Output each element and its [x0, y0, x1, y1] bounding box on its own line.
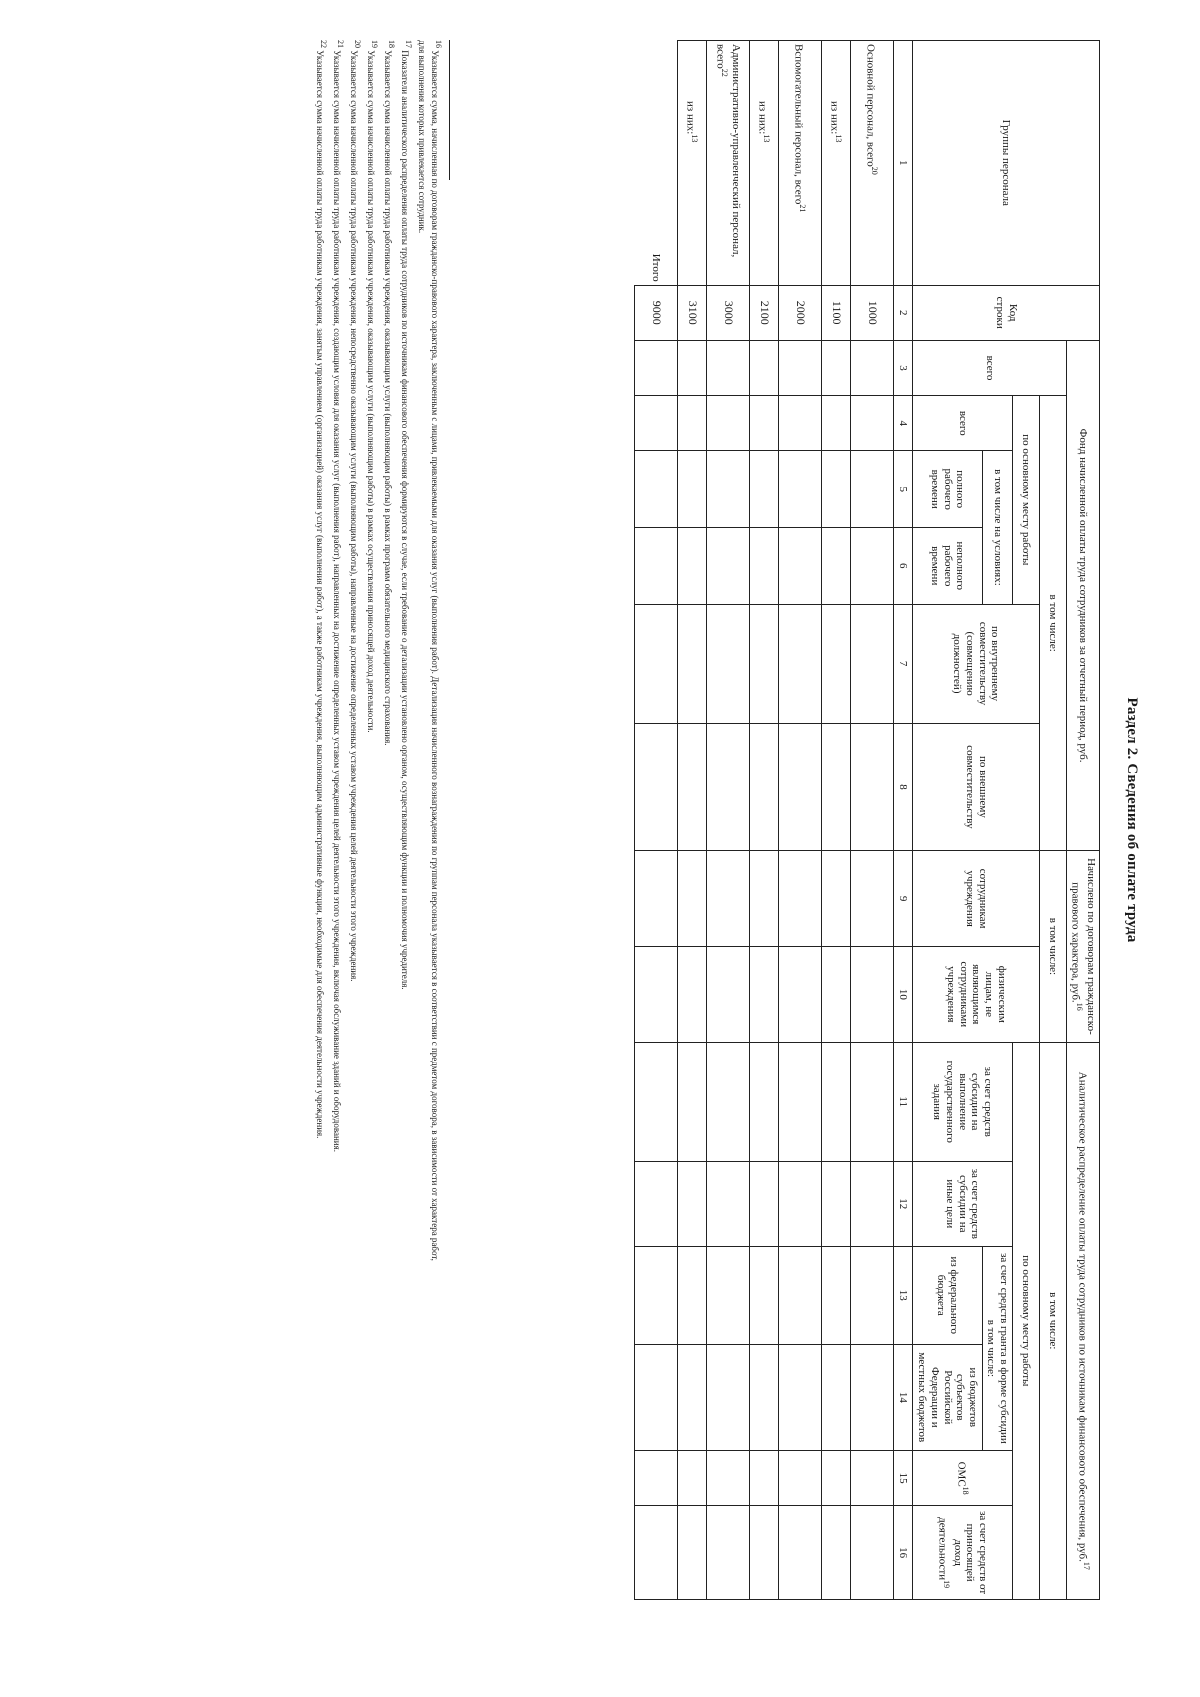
value-cell[interactable] [634, 723, 677, 851]
value-cell[interactable] [821, 1042, 850, 1161]
value-cell[interactable] [850, 1161, 893, 1246]
header-income [912, 1506, 1012, 1600]
header-main-place: по основному месту работы [1013, 396, 1040, 604]
footnote-text: Указывается сумма начисленной оплаты труда работникам учреждения, создающим условия для оказания услуг (выполнения работ), направленных на достижение определенных уставом учреждения целей деятельности этого учреждения, включая обслуживание зданий и оборудования. [332, 50, 342, 1152]
header-external: по внешнему совместительству [912, 723, 1039, 851]
header-part-time: неполного рабочего времени [912, 527, 982, 604]
header-internal: по внутреннему совместительству (совмещению должностей) [912, 604, 1039, 723]
row-label: Основной персонал, всего$^{20}$ [850, 41, 893, 286]
header-code: Код строки [912, 285, 1099, 340]
footnote [330, 40, 347, 1600]
header-regional: из бюджетов субъектов Российской Федерации и местных бюджетов [912, 1344, 982, 1450]
value-cell[interactable] [821, 1450, 850, 1505]
value-cell[interactable] [749, 723, 778, 851]
section-title: Раздел 2. Сведения об оплате труда [1124, 697, 1140, 943]
column-number: 7 [893, 604, 912, 723]
value-cell[interactable] [749, 451, 778, 528]
header-grant-incl: в том числе: [985, 1319, 998, 1378]
value-cell[interactable] [778, 396, 821, 451]
row-label: из них:$^{13}$ [749, 41, 778, 286]
header-oms [912, 1450, 1012, 1505]
value-cell[interactable] [677, 527, 706, 604]
footnote-ref: 13 [690, 134, 700, 143]
value-cell[interactable] [749, 340, 778, 395]
value-cell[interactable] [677, 1042, 706, 1161]
value-cell[interactable] [706, 527, 749, 604]
footnote-text: Указывается сумма, начисленная по договорам гражданско-правового характера, заключенным с лицами, привлекаемыми для оказания услуг (выполнения работ). Детализация начисленного вознаграждения по группам персонала указывается в соответствии с предметом договора, в зависимости от характера работ, [430, 50, 440, 1261]
row-code: 9000 [634, 285, 677, 340]
footnote-number: 20 [353, 40, 362, 48]
value-cell[interactable] [850, 527, 893, 604]
table-row [850, 41, 893, 1600]
value-cell[interactable] [821, 1161, 850, 1246]
value-cell[interactable] [821, 851, 850, 947]
column-number: 1 [893, 41, 912, 286]
row-label: Административно-управленческий персонал, всего$^{22}$ [706, 41, 749, 286]
header-incl: в том числе: [1040, 396, 1067, 851]
value-cell[interactable] [821, 451, 850, 528]
row-code: 2100 [749, 285, 778, 340]
header-income-text: за счет средств от приносящей доход деятельности [936, 1511, 990, 1595]
footnote-text: Указывается сумма начисленной оплаты труда работникам учреждения, оказывающим услуги (выполняющим работы) в рамках программ обязательного медицинского страхования. [383, 50, 393, 746]
table-row [706, 41, 749, 1600]
footnotes [313, 40, 450, 1600]
row-label: Итого [649, 253, 662, 282]
value-cell[interactable] [778, 1344, 821, 1450]
table-row [677, 41, 706, 1600]
value-cell[interactable] [850, 451, 893, 528]
value-cell[interactable] [634, 1506, 677, 1600]
footnote-number: 19 [370, 40, 379, 48]
row-code: 2000 [778, 285, 821, 340]
header-grant [982, 1246, 1012, 1450]
header-group: Группы персонала [912, 41, 1099, 286]
value-cell[interactable] [850, 604, 893, 723]
value-cell[interactable] [749, 604, 778, 723]
value-cell[interactable] [706, 1506, 749, 1600]
value-cell[interactable] [850, 396, 893, 451]
footnote [381, 40, 398, 1600]
header-analytic [1067, 1042, 1100, 1599]
footnote [313, 40, 330, 1600]
value-cell[interactable] [706, 396, 749, 451]
value-cell[interactable] [821, 946, 850, 1042]
value-cell[interactable] [778, 1161, 821, 1246]
column-number: 3 [893, 340, 912, 395]
value-cell[interactable] [850, 1344, 893, 1450]
value-cell[interactable] [706, 1042, 749, 1161]
value-cell[interactable] [850, 340, 893, 395]
value-cell[interactable] [634, 1042, 677, 1161]
footnote [347, 40, 364, 1600]
value-cell[interactable] [850, 1042, 893, 1161]
value-cell[interactable] [778, 340, 821, 395]
row-label: Вспомогательный персонал, всего$^{21}$ [778, 41, 821, 286]
footnote-number: 17 [404, 40, 413, 48]
footnote-text: Указывается сумма начисленной оплаты труда работникам учреждения, занятым управлением (организацией) оказания услуг (выполнения работ), а также работникам учреждения, выполняющим административные функции, необходимые для обеспечения деятельности учреждения. [315, 50, 325, 1139]
value-cell[interactable] [749, 1042, 778, 1161]
header-subsidy-other: за счет средств субсидии на иные цели [912, 1161, 1012, 1246]
value-cell[interactable] [850, 1450, 893, 1505]
value-cell[interactable] [778, 604, 821, 723]
table-row [778, 41, 821, 1600]
value-cell[interactable] [634, 527, 677, 604]
header-civil-incl: в том числе: [1040, 851, 1067, 1042]
footnote-ref: 20 [870, 166, 880, 175]
column-number: 8 [893, 723, 912, 851]
value-cell[interactable] [634, 604, 677, 723]
value-cell[interactable] [677, 1450, 706, 1505]
value-cell[interactable] [821, 396, 850, 451]
value-cell[interactable] [706, 1344, 749, 1450]
value-cell[interactable] [677, 1161, 706, 1246]
footnote-ref: 22 [720, 68, 730, 77]
value-cell[interactable] [706, 1450, 749, 1505]
footnote-number: 16 [434, 40, 443, 48]
value-cell[interactable] [821, 723, 850, 851]
footnote-number: 18 [387, 40, 396, 48]
value-cell[interactable] [821, 1344, 850, 1450]
value-cell[interactable] [749, 1246, 778, 1344]
value-cell[interactable] [677, 340, 706, 395]
value-cell[interactable] [821, 340, 850, 395]
value-cell[interactable] [749, 1161, 778, 1246]
value-cell[interactable] [821, 1246, 850, 1344]
value-cell[interactable] [749, 1450, 778, 1505]
value-cell[interactable] [749, 396, 778, 451]
value-cell[interactable] [634, 1450, 677, 1505]
column-number: 14 [893, 1344, 912, 1450]
column-number: 2 [893, 285, 912, 340]
header-federal: из федерального бюджета [912, 1246, 982, 1344]
value-cell[interactable] [850, 1246, 893, 1344]
salary-table [634, 40, 1100, 1600]
value-cell[interactable] [634, 1246, 677, 1344]
footnote [415, 40, 428, 1600]
value-cell[interactable] [677, 396, 706, 451]
value-cell[interactable] [850, 946, 893, 1042]
footnote-ref: 18 [961, 1486, 971, 1495]
footnote [398, 40, 415, 1600]
value-cell[interactable] [677, 851, 706, 947]
value-cell[interactable] [706, 946, 749, 1042]
value-cell[interactable] [821, 527, 850, 604]
value-cell[interactable] [778, 1450, 821, 1505]
value-cell[interactable] [634, 946, 677, 1042]
header-civil [1067, 851, 1100, 1042]
row-label: из них:$^{13}$ [677, 41, 706, 286]
value-cell[interactable] [677, 1506, 706, 1600]
header-fund: Фонд начисленной оплаты труда сотрудников за отчетный период, руб. [1067, 340, 1100, 850]
column-number: 15 [893, 1450, 912, 1505]
value-cell[interactable] [778, 851, 821, 947]
header-civil-text: Начислено по договорам гражданско-правового характера, руб. [1069, 858, 1097, 1035]
header-subsidy-state: за счет средств субсидии на выполнение государственного задания [912, 1042, 1012, 1161]
value-cell[interactable] [634, 851, 677, 947]
value-cell[interactable] [634, 451, 677, 528]
value-cell[interactable] [850, 1506, 893, 1600]
value-cell[interactable] [677, 723, 706, 851]
footnote-ref: 13 [762, 134, 772, 143]
header-nonstaff: физическим лицам, не являющимся сотрудниками учреждения [912, 946, 1039, 1042]
header-main-total: всего [912, 396, 1012, 451]
table-row [821, 41, 850, 1600]
table-row [634, 41, 677, 1600]
footnote [364, 40, 381, 1600]
value-cell[interactable] [677, 1344, 706, 1450]
value-cell[interactable] [749, 946, 778, 1042]
footnote-ref: 21 [798, 204, 808, 213]
value-cell[interactable] [778, 451, 821, 528]
column-number: 10 [893, 946, 912, 1042]
footnote [428, 40, 445, 1600]
column-number: 13 [893, 1246, 912, 1344]
footnote-number: 22 [319, 40, 328, 48]
header-an-incl: в том числе: [1040, 1042, 1067, 1599]
value-cell[interactable] [706, 851, 749, 947]
value-cell[interactable] [821, 1506, 850, 1600]
column-number: 9 [893, 851, 912, 947]
column-number: 12 [893, 1161, 912, 1246]
value-cell[interactable] [850, 851, 893, 947]
column-number: 5 [893, 451, 912, 528]
header-grant-text: за счет средств гранта в форме субсидии [998, 1253, 1011, 1444]
value-cell[interactable] [749, 527, 778, 604]
value-cell[interactable] [706, 340, 749, 395]
value-cell[interactable] [677, 1246, 706, 1344]
column-number: 16 [893, 1506, 912, 1600]
value-cell[interactable] [677, 946, 706, 1042]
footnote-text: Указывается сумма начисленной оплаты труда работникам учреждения, непосредственно оказывающим услуги (выполняющим работы), направленные на достижение определенных уставом учреждения целей деятельности этого учреждения. [349, 50, 359, 982]
header-analytic-text: Аналитическое распределение оплаты труда сотрудников по источникам финансового обеспечения, руб. [1076, 1071, 1089, 1562]
value-cell[interactable] [634, 1344, 677, 1450]
value-cell[interactable] [706, 723, 749, 851]
table-row [749, 41, 778, 1600]
row-code: 3000 [706, 285, 749, 340]
document-body [80, 40, 1140, 1660]
value-cell[interactable] [749, 1506, 778, 1600]
value-cell[interactable] [706, 1246, 749, 1344]
header-incl-cond: в том числе на условиях: [982, 451, 1012, 604]
value-cell[interactable] [778, 1506, 821, 1600]
value-cell[interactable] [706, 604, 749, 723]
value-cell[interactable] [706, 451, 749, 528]
header-total: всего [912, 340, 1066, 395]
column-number: 4 [893, 396, 912, 451]
row-label: из них:$^{13}$ [821, 41, 850, 286]
value-cell[interactable] [778, 946, 821, 1042]
value-cell[interactable] [778, 527, 821, 604]
header-full-time: полного рабочего времени [912, 451, 982, 528]
value-cell[interactable] [850, 723, 893, 851]
footnote-ref: 19 [942, 1580, 952, 1589]
value-cell[interactable] [778, 723, 821, 851]
footnote-rule [449, 40, 450, 180]
row-code: 1000 [850, 285, 893, 340]
value-cell[interactable] [677, 451, 706, 528]
column-number: 6 [893, 527, 912, 604]
row-code: 1100 [821, 285, 850, 340]
value-cell[interactable] [778, 1246, 821, 1344]
value-cell[interactable] [634, 340, 677, 395]
footnote-ref: 13 [834, 134, 844, 143]
value-cell[interactable] [706, 1161, 749, 1246]
value-cell[interactable] [749, 1344, 778, 1450]
footnote-text: для выполнения которых привлекается сотрудник. [417, 40, 427, 234]
header-staff: сотрудникам учреждения [912, 851, 1039, 947]
footnote-number: 21 [336, 40, 345, 48]
footnote-ref: 16 [1075, 1002, 1085, 1011]
value-cell[interactable] [749, 851, 778, 947]
footnote-ref: 17 [1081, 1561, 1091, 1570]
value-cell[interactable] [634, 396, 677, 451]
header-oms-text: ОМС [955, 1461, 968, 1487]
row-code: 3100 [677, 285, 706, 340]
column-number: 11 [893, 1042, 912, 1161]
value-cell[interactable] [821, 604, 850, 723]
column-number-row [893, 41, 912, 1600]
footnote-text: Указывается сумма начисленной оплаты труда работникам учреждения, оказывающим услуги (выполняющим работы) в рамках осуществления приносящей доход деятельности. [366, 50, 376, 733]
footnote-text: Показатели аналитического распределения оплаты труда сотрудников по источникам финансового обеспечения формируются в случае, если требование о детализации установлено органом, осуществляющим функции и полномочия учредителя. [400, 50, 410, 990]
value-cell[interactable] [634, 1161, 677, 1246]
header-an-main: по основному месту работы [1013, 1042, 1040, 1599]
value-cell[interactable] [677, 604, 706, 723]
value-cell[interactable] [778, 1042, 821, 1161]
